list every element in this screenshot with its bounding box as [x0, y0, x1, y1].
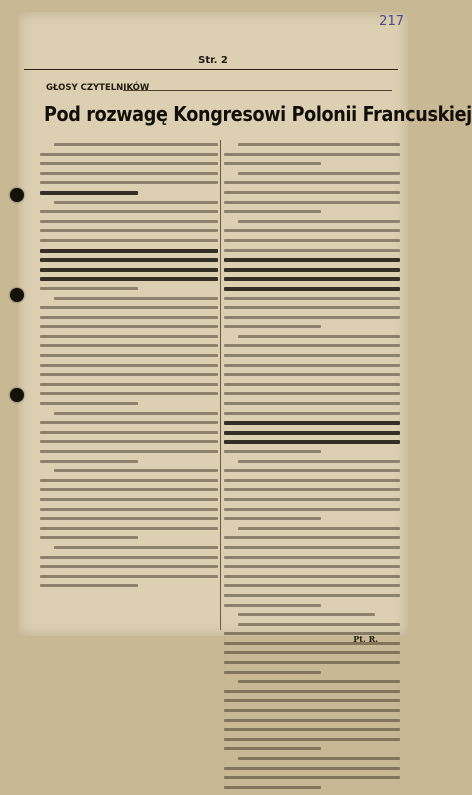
article-paragraph — [224, 335, 400, 453]
article-column-left — [40, 143, 218, 594]
text-line — [238, 613, 375, 616]
text-line — [40, 306, 218, 309]
text-line — [224, 719, 400, 722]
section-rule — [123, 90, 392, 91]
text-line — [40, 172, 218, 175]
text-line — [40, 258, 218, 262]
text-line — [238, 757, 400, 760]
binder-hole — [10, 288, 24, 302]
text-line — [224, 747, 321, 750]
article-paragraph — [40, 412, 218, 463]
text-line — [238, 172, 400, 175]
text-line — [224, 364, 400, 367]
article-paragraph — [224, 460, 400, 521]
article-headline: Pod rozwagę Kongresowi Polonii Francuskiej — [44, 102, 472, 126]
text-line — [224, 162, 321, 165]
text-line — [224, 412, 400, 415]
text-line — [224, 690, 400, 693]
text-line — [224, 392, 400, 395]
text-line — [40, 536, 138, 539]
text-line — [40, 460, 138, 463]
article-paragraph — [224, 680, 400, 750]
text-line — [238, 143, 400, 146]
text-line — [40, 249, 218, 253]
text-line — [40, 440, 218, 443]
binder-hole — [10, 188, 24, 202]
text-line — [224, 671, 321, 674]
text-line — [40, 277, 218, 281]
text-line — [224, 651, 400, 654]
text-line — [40, 508, 218, 511]
text-line — [224, 316, 400, 319]
column-divider — [220, 140, 221, 630]
text-line — [54, 143, 218, 146]
text-line — [224, 556, 400, 559]
text-line — [40, 575, 218, 578]
binder-hole — [10, 388, 24, 402]
text-line — [224, 201, 400, 204]
article-paragraph — [224, 757, 400, 789]
text-line — [238, 335, 400, 338]
text-line — [40, 153, 218, 156]
text-line — [224, 431, 400, 435]
text-line — [40, 556, 218, 559]
text-line — [40, 344, 218, 347]
text-line — [224, 517, 321, 520]
text-line — [224, 258, 400, 262]
text-line — [238, 680, 400, 683]
text-line — [224, 498, 400, 501]
text-line — [224, 191, 400, 194]
text-line — [224, 575, 400, 578]
text-line — [224, 469, 400, 472]
text-line — [238, 220, 400, 223]
text-line — [40, 450, 218, 453]
page-number-label: Str. 2 — [198, 55, 228, 66]
text-line — [224, 738, 400, 741]
text-line — [40, 210, 218, 213]
section-label: GŁOSY CZYTELNIKÓW — [46, 83, 150, 93]
article-paragraph — [224, 623, 400, 674]
text-line — [224, 287, 400, 291]
text-line — [40, 162, 218, 165]
article-paragraph — [40, 201, 218, 290]
newspaper-page — [18, 12, 472, 644]
text-line — [54, 469, 218, 472]
text-line — [40, 354, 218, 357]
text-line — [238, 527, 400, 530]
text-line — [40, 364, 218, 367]
text-line — [224, 450, 321, 453]
text-line — [40, 373, 218, 376]
text-line — [224, 661, 400, 664]
text-line — [40, 229, 218, 232]
text-line — [238, 623, 400, 626]
text-line — [40, 402, 138, 405]
text-line — [224, 210, 321, 213]
text-line — [224, 546, 400, 549]
text-line — [224, 306, 400, 309]
article-paragraph — [224, 172, 400, 213]
text-line — [54, 201, 218, 204]
article-paragraph — [40, 546, 218, 587]
header-rule — [24, 69, 398, 70]
text-line — [40, 421, 218, 424]
text-line — [224, 268, 400, 272]
article-paragraph — [40, 469, 218, 539]
text-line — [40, 565, 218, 568]
text-line — [224, 325, 321, 328]
text-line — [224, 488, 400, 491]
text-line — [224, 776, 400, 779]
text-line — [224, 565, 400, 568]
text-line — [54, 546, 218, 549]
text-line — [224, 344, 400, 347]
article-paragraph — [224, 527, 400, 607]
text-line — [224, 604, 321, 607]
text-line — [40, 325, 218, 328]
text-line — [224, 402, 400, 405]
text-line — [224, 728, 400, 731]
text-line — [224, 786, 321, 789]
article-paragraph — [224, 613, 400, 616]
text-line — [40, 498, 218, 501]
text-line — [54, 412, 218, 415]
text-line — [40, 316, 218, 319]
folio-number: 217 — [379, 14, 404, 29]
text-line — [40, 392, 218, 395]
text-line — [224, 440, 400, 444]
text-line — [40, 181, 218, 184]
text-line — [224, 249, 400, 252]
text-line — [40, 431, 218, 434]
text-line — [40, 220, 218, 223]
text-line — [54, 297, 218, 300]
text-line — [224, 594, 400, 597]
text-line — [224, 373, 400, 376]
text-line — [224, 536, 400, 539]
text-line — [40, 383, 218, 386]
article-paragraph — [40, 297, 218, 406]
text-line — [40, 268, 218, 272]
text-line — [224, 181, 400, 184]
text-line — [40, 239, 218, 242]
article-column-right — [224, 143, 400, 795]
text-line — [40, 488, 218, 491]
text-line — [40, 517, 218, 520]
text-line — [238, 460, 400, 463]
text-line — [224, 479, 400, 482]
text-line — [40, 479, 218, 482]
text-line — [40, 335, 218, 338]
text-line — [224, 767, 400, 770]
text-line — [40, 287, 138, 290]
text-line — [224, 297, 400, 300]
text-line — [224, 584, 400, 587]
text-line — [224, 239, 400, 242]
text-line — [224, 699, 400, 702]
article-paragraph — [224, 143, 400, 165]
text-line — [224, 709, 400, 712]
text-line — [40, 527, 218, 530]
text-line — [224, 508, 400, 511]
text-line — [40, 584, 138, 587]
text-line — [224, 383, 400, 386]
text-line — [224, 421, 400, 425]
text-line — [40, 191, 138, 195]
article-paragraph — [224, 220, 400, 329]
article-paragraph — [40, 143, 218, 195]
text-line — [224, 153, 400, 156]
text-line — [224, 277, 400, 281]
text-line — [224, 354, 400, 357]
author-signature: Pt. R. — [353, 634, 378, 644]
text-line — [224, 229, 400, 232]
